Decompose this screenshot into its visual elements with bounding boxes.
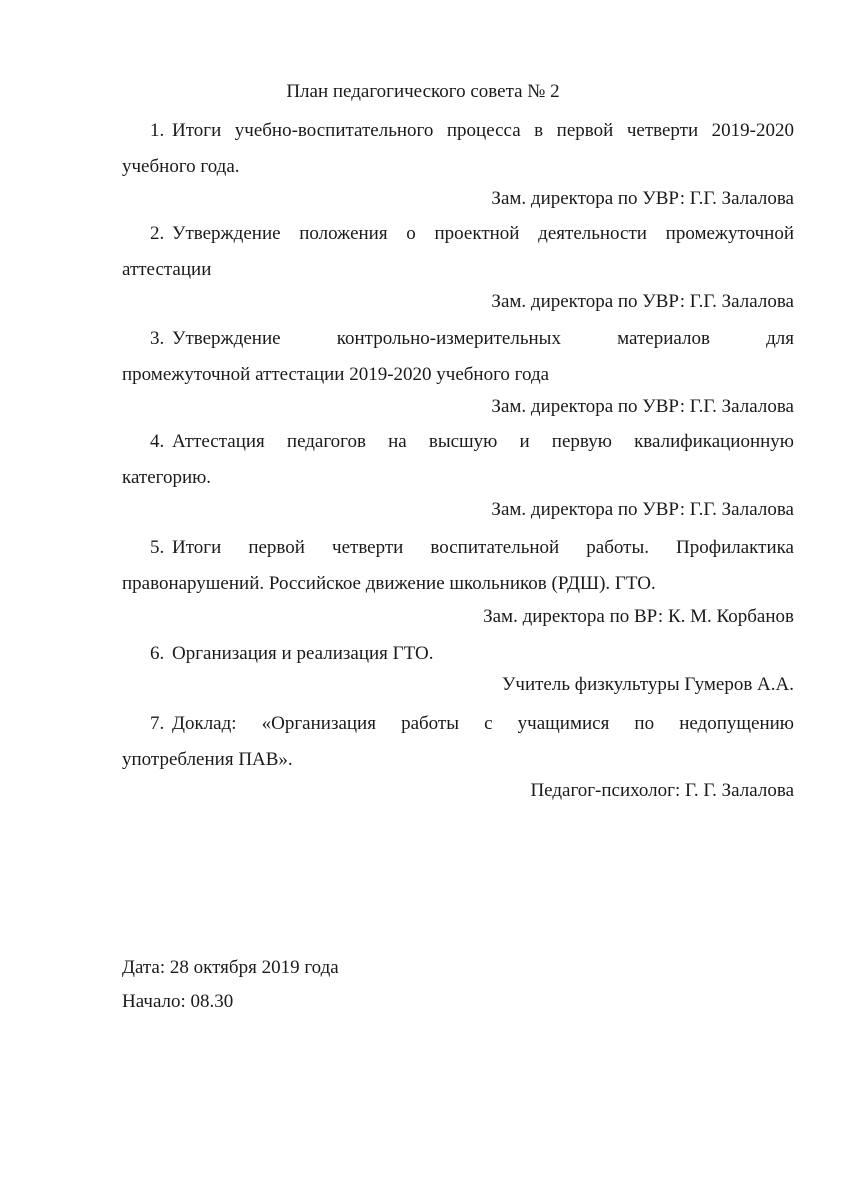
item-number: 3. [150, 328, 165, 349]
item-number: 4. [150, 431, 165, 452]
agenda-item-text: 1. Итоги учебно-воспитательного процесса в первой четверти 2019-2020 [122, 113, 794, 149]
responsible-person: Зам. директора по УВР: Г.Г. Залалова [491, 396, 794, 417]
agenda-item-3 [122, 321, 794, 393]
agenda-item-text-continued: учебного года. [122, 156, 240, 177]
page-title: План педагогического совета № 2 [286, 81, 560, 102]
agenda-item-text: 6. Организация и реализация ГТО. [122, 636, 794, 672]
agenda-item-text-continued: промежуточной аттестации 2019-2020 учебного года [122, 364, 550, 385]
agenda-item-4 [122, 424, 794, 496]
item-number: 1. [150, 120, 165, 141]
responsible-person: Зам. директора по УВР: Г.Г. Залалова [491, 291, 794, 312]
item-number: 5. [150, 537, 165, 558]
agenda-item-7 [122, 706, 794, 778]
agenda-item-text: 4. Аттестация педагогов на высшую и первую квалификационную [122, 424, 794, 460]
meeting-start-time: Начало: 08.30 [122, 991, 234, 1012]
item-number: 2. [150, 223, 165, 244]
meeting-date: Дата: 28 октября 2019 года [122, 957, 339, 978]
agenda-item-text-continued: аттестации [122, 259, 212, 280]
agenda-item-1 [122, 113, 794, 185]
agenda-item-text-continued: употребления ПАВ». [122, 749, 293, 770]
responsible-person: Зам. директора по ВР: К. М. Корбанов [483, 606, 794, 627]
agenda-item-2 [122, 216, 794, 288]
item-number: 7. [150, 713, 165, 734]
agenda-item-text-continued: категорию. [122, 467, 212, 488]
agenda-item-5 [122, 530, 794, 602]
agenda-item-6 [122, 636, 794, 672]
agenda-item-text-continued: правонарушений. Российское движение школьников (РДШ). ГТО. [122, 573, 656, 594]
item-number: 6. [150, 643, 165, 664]
agenda-item-text: 5. Итоги первой четверти воспитательной работы. Профилактика [122, 530, 794, 566]
responsible-person: Зам. директора по УВР: Г.Г. Залалова [491, 499, 794, 520]
responsible-person: Зам. директора по УВР: Г.Г. Залалова [491, 188, 794, 209]
responsible-person: Педагог-психолог: Г. Г. Залалова [530, 780, 794, 801]
agenda-item-text: 3. Утверждение контрольно-измерительных материалов для [122, 321, 794, 357]
responsible-person: Учитель физкультуры Гумеров А.А. [501, 674, 794, 695]
agenda-item-text: 2. Утверждение положения о проектной деятельности промежуточной [122, 216, 794, 252]
agenda-item-text: 7. Доклад: «Организация работы с учащимися по недопущению [122, 706, 794, 742]
